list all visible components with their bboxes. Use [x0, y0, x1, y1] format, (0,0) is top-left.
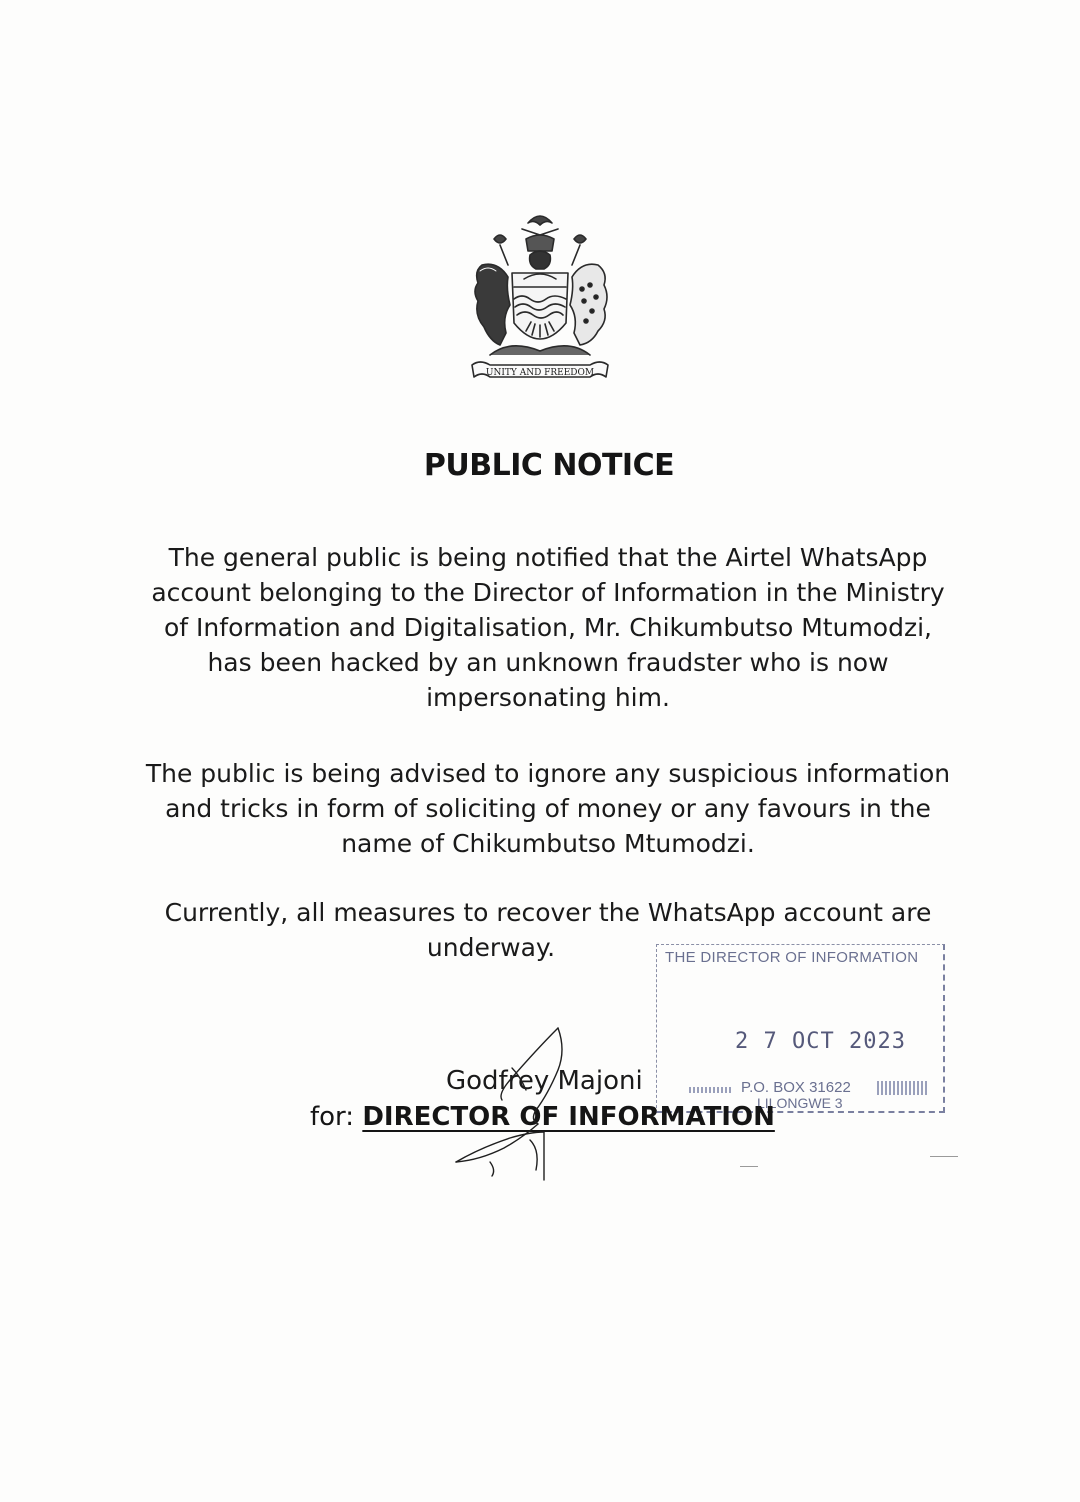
notice-title: PUBLIC NOTICE	[423, 448, 675, 483]
coat-of-arms-emblem	[460, 205, 620, 385]
paragraph-line: Currently, all measures to recover the WhatsApp account are	[164, 898, 932, 927]
malawi-coat-of-arms-icon	[460, 205, 620, 385]
signatory-name: Godfrey Majoni	[446, 1066, 643, 1096]
paragraph-line: and tricks in form of soliciting of money or any favours in the	[165, 794, 931, 823]
paragraph-line: The public is being advised to ignore any suspicious information	[145, 759, 951, 788]
stamp-hatch-decoration	[689, 1087, 733, 1093]
paper-speck	[930, 1156, 958, 1157]
signatory-role: DIRECTOR OF INFORMATION	[362, 1102, 775, 1132]
stamp-po-box: P.O. BOX 31622	[741, 1079, 851, 1096]
paragraph-line: The general public is being notified that the Airtel WhatsApp	[168, 543, 928, 572]
paragraph-line: name of Chikumbutso Mtumodzi.	[341, 829, 755, 858]
paragraph-line: impersonating him.	[426, 683, 670, 712]
notice-paragraph-2	[100, 756, 996, 861]
stamp-date: 2 7 OCT 2023	[735, 1029, 906, 1054]
paper-speck	[740, 1166, 758, 1167]
motto-text: UNITY AND FREEDOM	[485, 368, 595, 378]
stamp-hatch-decoration	[877, 1081, 929, 1095]
signatory-role-line	[310, 1102, 775, 1132]
official-stamp	[656, 944, 945, 1113]
notice-paragraph-1	[100, 540, 996, 715]
stamp-header: THE DIRECTOR OF INFORMATION	[665, 949, 919, 966]
paragraph-line: of Information and Digitalisation, Mr. Chikumbutso Mtumodzi,	[164, 613, 932, 642]
paragraph-line: has been hacked by an unknown fraudster who is now	[207, 648, 889, 677]
stamp-city: LILONGWE 3	[757, 1095, 843, 1111]
signatory-prefix: for:	[310, 1102, 355, 1132]
paragraph-line: account belonging to the Director of Information in the Ministry	[151, 578, 945, 607]
paragraph-line: underway.	[426, 933, 556, 962]
